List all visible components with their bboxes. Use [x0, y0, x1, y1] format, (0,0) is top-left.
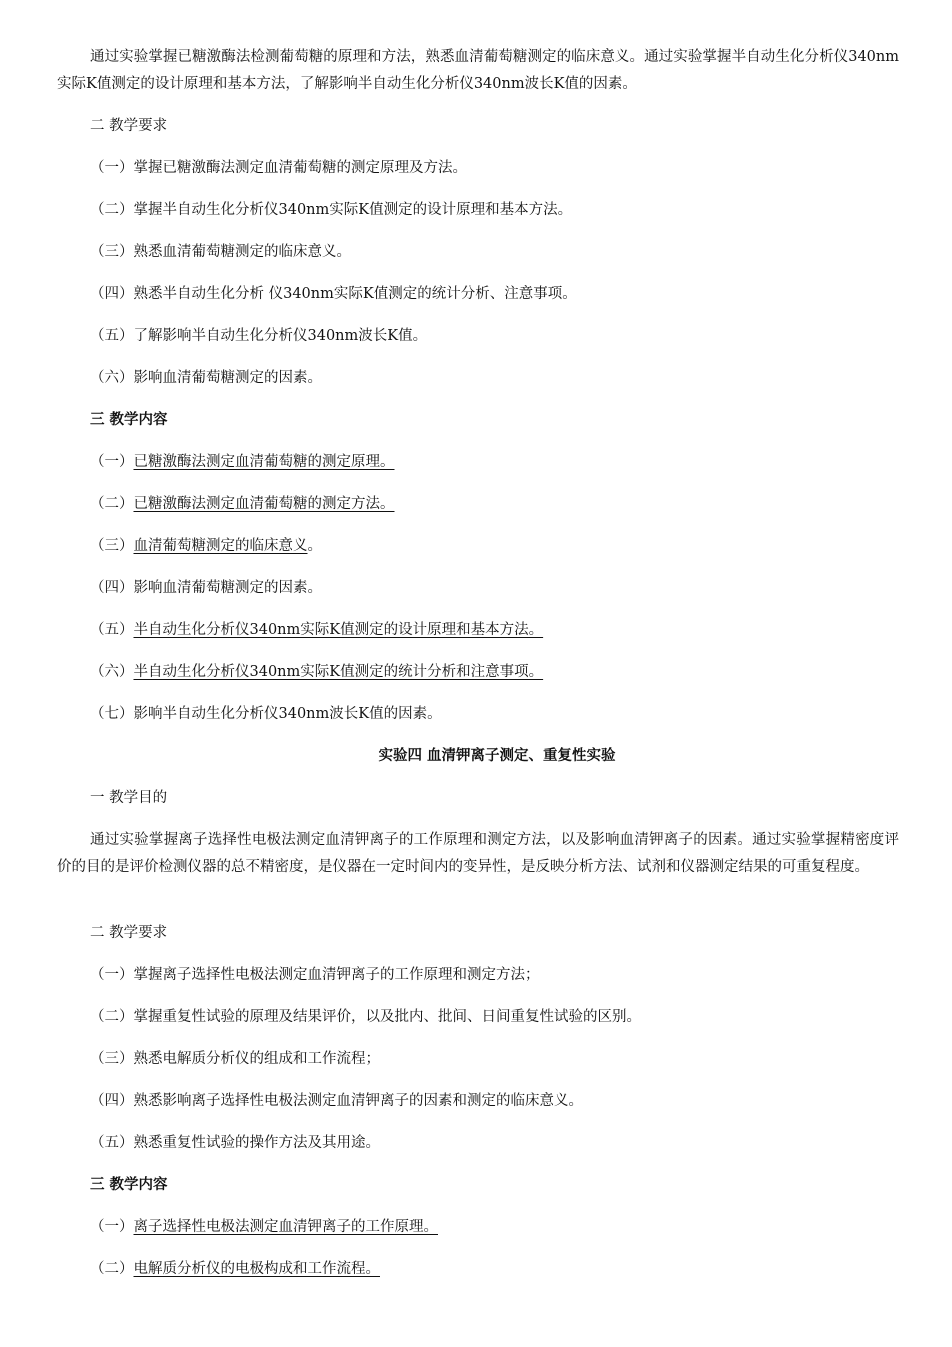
- content-item-text: 影响半自动生化分析仪340nm波长K值的因素。: [133, 706, 442, 722]
- requirements-heading: 二 教学要求: [90, 925, 168, 941]
- intro-paragraph-glucose: 通过实验掌握已糖激酶法检测葡萄糖的原理和方法，熟悉血清葡萄糖测定的临床意义。通过实验掌握半自动生化分析仪340nm实际K值测定的设计原理和基本方法，了解影响半自动生化分析仪340nm波长K值的因素。: [57, 49, 899, 92]
- content-item-text: 半自动生化分析仪340nm实际K值测定的统计分析和注意事项。: [133, 664, 544, 680]
- requirement-item: （二）掌握重复性试验的原理及结果评价，以及批内、批间、日间重复性试验的区别。: [90, 1009, 641, 1025]
- content-item-number: （六）: [90, 664, 134, 680]
- content-item: [90, 662, 543, 682]
- content-item: [90, 1259, 380, 1279]
- content-item-text: 电解质分析仪的电极构成和工作流程。: [133, 1261, 380, 1277]
- requirement-item: （二）掌握半自动生化分析仪340nm实际K值测定的设计原理和基本方法。: [90, 202, 573, 218]
- content-item-number: （七）: [90, 706, 134, 722]
- intro-paragraph-potassium: 通过实验掌握离子选择性电极法测定血清钾离子的工作原理和测定方法，以及影响血清钾离子的因素。通过实验掌握精密度评价的目的是评价检测仪器的总不精密度，是仪器在一定时间内的变异性，是反映分析方法、试剂和仪器测定结果的可重复程度。: [57, 832, 899, 875]
- content-item-number: （五）: [90, 622, 134, 638]
- content-item-text: 血清葡萄糖测定的临床意义: [133, 538, 308, 554]
- content-heading: 三 教学内容: [90, 411, 168, 428]
- content-item-number: （四）: [90, 580, 134, 596]
- content-item: [90, 1217, 438, 1237]
- requirement-item: （一）掌握已糖激酶法测定血清葡萄糖的测定原理及方法。: [90, 160, 467, 176]
- requirement-item: （三）熟悉电解质分析仪的组成和工作流程；: [90, 1051, 380, 1067]
- requirement-item: （四）熟悉影响离子选择性电极法测定血清钾离子的因素和测定的临床意义。: [90, 1093, 583, 1109]
- content-item-text: 离子选择性电极法测定血清钾离子的工作原理。: [133, 1219, 438, 1235]
- requirement-item: （五）了解影响半自动生化分析仪340nm波长K值。: [90, 328, 428, 344]
- experiment-title: 实验四 血清钾离子测定、重复性实验: [378, 747, 616, 764]
- content-item-number: （一）: [90, 454, 134, 470]
- content-item-number: （一）: [90, 1219, 134, 1235]
- content-item-text: 已糖激酶法测定血清葡萄糖的测定原理。: [133, 454, 395, 470]
- content-item-number: （三）: [90, 538, 134, 554]
- content-item-suffix: 。: [307, 538, 322, 554]
- content-item: [90, 620, 543, 640]
- requirement-item: （六）影响血清葡萄糖测定的因素。: [90, 370, 322, 386]
- content-item-number: （二）: [90, 1261, 134, 1277]
- content-item: [90, 704, 442, 724]
- requirements-heading: 二 教学要求: [90, 118, 168, 134]
- content-item-text: 半自动生化分析仪340nm实际K值测定的设计原理和基本方法。: [133, 622, 544, 638]
- content-item: [90, 578, 322, 598]
- content-heading: 三 教学内容: [90, 1176, 168, 1193]
- objectives-heading: 一 教学目的: [90, 790, 168, 806]
- requirement-item: （五）熟悉重复性试验的操作方法及其用途。: [90, 1135, 380, 1151]
- requirement-item: （一）掌握离子选择性电极法测定血清钾离子的工作原理和测定方法；: [90, 967, 540, 983]
- requirement-item: （三）熟悉血清葡萄糖测定的临床意义。: [90, 244, 351, 260]
- content-item-number: （二）: [90, 496, 134, 512]
- content-item: [90, 452, 395, 472]
- requirement-item: （四）熟悉半自动生化分析 仪340nm实际K值测定的统计分析、注意事项。: [90, 286, 577, 302]
- content-item: [90, 494, 395, 514]
- content-item: [90, 536, 322, 556]
- content-item-text: 影响血清葡萄糖测定的因素。: [133, 580, 322, 596]
- content-item-text: 已糖激酶法测定血清葡萄糖的测定方法。: [133, 496, 395, 512]
